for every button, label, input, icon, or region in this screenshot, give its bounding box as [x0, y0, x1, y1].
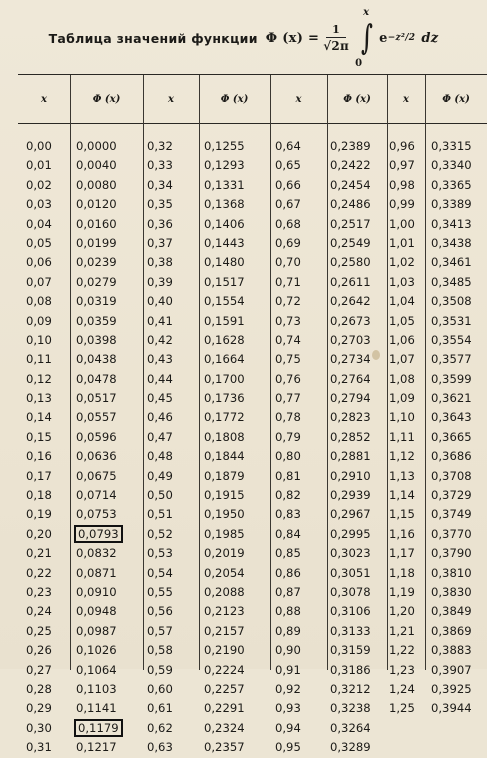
x-value-cell: 0,48 — [147, 449, 173, 464]
phi-value-cell: 0,0517 — [76, 391, 117, 406]
phi-value-cell: 0,3106 — [330, 604, 371, 619]
phi-value-cell: 0,0438 — [76, 352, 117, 367]
phi-value-cell: 0,2357 — [204, 740, 245, 755]
x-value-cell: 0,59 — [147, 662, 173, 677]
column-divider — [199, 75, 200, 670]
phi-value-cell: 0,1368 — [204, 197, 245, 212]
phi-value-cell: 0,0319 — [76, 294, 117, 309]
x-value-cell: 0,97 — [389, 158, 415, 173]
x-value-cell: 1,14 — [389, 488, 415, 503]
phi-value-cell: 0,3665 — [431, 429, 472, 444]
phi-value-cell: 0,3577 — [431, 352, 472, 367]
x-value-cell: 0,05 — [26, 235, 52, 250]
x-value-cell: 0,50 — [147, 488, 173, 503]
header-phi-4: Φ (x) — [442, 93, 470, 105]
x-value-cell: 0,63 — [147, 740, 173, 755]
phi-value-cell: 0,3708 — [431, 468, 472, 483]
x-value-cell: 0,61 — [147, 701, 173, 716]
phi-value-cell: 0,3289 — [330, 740, 371, 755]
x-value-cell: 0,47 — [147, 429, 173, 444]
phi-value-cell: 0,2157 — [204, 623, 245, 638]
phi-value-cell: 0,3770 — [431, 526, 472, 541]
x-value-cell: 0,89 — [275, 623, 301, 638]
paper-stain — [372, 350, 380, 360]
x-value-cell: 0,85 — [275, 546, 301, 561]
x-value-cell: 0,22 — [26, 565, 52, 580]
x-value-cell: 0,60 — [147, 681, 173, 696]
x-value-cell: 0,71 — [275, 274, 301, 289]
x-value-cell: 0,77 — [275, 391, 301, 406]
header-x-2: x — [168, 93, 174, 105]
phi-value-cell: 0,0040 — [76, 158, 117, 173]
phi-value-cell: 0,3531 — [431, 313, 472, 328]
phi-value-cell: 0,3621 — [431, 391, 472, 406]
x-value-cell: 1,09 — [389, 391, 415, 406]
phi-value-cell: 0,0239 — [76, 255, 117, 270]
phi-value-cell: 0,1700 — [204, 371, 245, 386]
phi-value-cell: 0,0832 — [76, 546, 117, 561]
phi-column-3 — [330, 137, 371, 758]
x-value-cell: 0,25 — [26, 623, 52, 638]
x-value-cell: 0,18 — [26, 488, 52, 503]
x-value-cell: 0,27 — [26, 662, 52, 677]
x-value-cell: 0,88 — [275, 604, 301, 619]
x-value-cell: 0,99 — [389, 197, 415, 212]
x-value-cell: 0,52 — [147, 526, 173, 541]
x-value-cell: 0,20 — [26, 526, 52, 541]
phi-value-cell: 0,3365 — [431, 177, 472, 192]
phi-value-cell: 0,2734 — [330, 352, 371, 367]
phi-value-cell: 0,0120 — [76, 197, 117, 212]
x-column-4 — [389, 137, 415, 719]
integral-lower-limit: 0 — [355, 58, 363, 69]
phi-value-cell: 0,2580 — [330, 255, 371, 270]
x-value-cell: 0,38 — [147, 255, 173, 270]
x-value-cell: 0,67 — [275, 197, 301, 212]
phi-value-cell: 0,0753 — [76, 507, 117, 522]
phi-value-cell: 0,0636 — [76, 449, 117, 464]
x-value-cell: 1,05 — [389, 313, 415, 328]
x-value-cell: 1,10 — [389, 410, 415, 425]
phi-value-cell: 0,0398 — [76, 332, 117, 347]
x-value-cell: 0,62 — [147, 720, 173, 735]
phi-value-cell: 0,2324 — [204, 720, 245, 735]
x-value-cell: 0,96 — [389, 139, 415, 153]
phi-value-cell: 0,3599 — [431, 371, 472, 386]
phi-value-cell: 0,3186 — [330, 662, 371, 677]
phi-value-cell: 0,1103 — [76, 681, 117, 696]
phi-value-cell: 0,3315 — [431, 139, 472, 153]
integral-sign-icon: ∫ — [361, 18, 374, 58]
phi-value-cell: 0,0714 — [76, 488, 117, 503]
phi-value-cell: 0,1064 — [76, 662, 117, 677]
phi-value-cell: 0,1480 — [204, 255, 245, 270]
phi-value-cell: 0,3438 — [431, 235, 472, 250]
phi-value-cell: 0,0557 — [76, 410, 117, 425]
phi-value-cell: 0,1255 — [204, 139, 245, 153]
x-value-cell: 1,19 — [389, 584, 415, 599]
x-value-cell: 0,49 — [147, 468, 173, 483]
integrand-differential: dz — [421, 30, 439, 46]
x-value-cell: 1,04 — [389, 294, 415, 309]
phi-value-cell: 0,0987 — [76, 623, 117, 638]
header-phi-1: Φ (x) — [92, 93, 121, 105]
x-value-cell: 0,44 — [147, 371, 173, 386]
phi-value-cell: 0,2995 — [330, 526, 371, 541]
phi-value-cell: 0,1808 — [204, 429, 245, 444]
phi-value-cell: 0,3264 — [330, 720, 371, 735]
header-x-1: x — [41, 93, 47, 105]
phi-value-cell: 0,2967 — [330, 507, 371, 522]
x-value-cell: 0,19 — [26, 507, 52, 522]
phi-value-cell: 0,2852 — [330, 429, 371, 444]
x-value-cell: 0,23 — [26, 584, 52, 599]
phi-value-cell: 0,3051 — [330, 565, 371, 580]
phi-value-cell: 0,3023 — [330, 546, 371, 561]
phi-column-4 — [431, 137, 472, 719]
phi-value-cell: 0,1293 — [204, 158, 245, 173]
phi-value-cell: 0,0596 — [76, 429, 117, 444]
phi-value-cell: 0,3485 — [431, 274, 472, 289]
x-value-cell: 0,02 — [26, 177, 52, 192]
phi-value-cell: 0,3508 — [431, 294, 472, 309]
phi-value-cell: 0,2881 — [330, 449, 371, 464]
x-value-cell: 1,23 — [389, 662, 415, 677]
phi-value-cell: 0,3907 — [431, 662, 472, 677]
phi-value-cell: 0,3340 — [431, 158, 472, 173]
x-value-cell: 0,21 — [26, 546, 52, 561]
phi-value-cell: 0,3461 — [431, 255, 472, 270]
x-value-cell: 1,07 — [389, 352, 415, 367]
phi-value-cell: 0,2291 — [204, 701, 245, 716]
x-value-cell: 0,16 — [26, 449, 52, 464]
x-value-cell: 0,14 — [26, 410, 52, 425]
phi-value-cell: 0,0279 — [76, 274, 117, 289]
phi-value-cell: 0,2910 — [330, 468, 371, 483]
phi-value-cell: 0,3413 — [431, 216, 472, 231]
phi-value-cell: 0,1026 — [76, 643, 117, 658]
phi-value-cell: 0,3238 — [330, 701, 371, 716]
integral-upper-limit: x — [363, 7, 370, 18]
fraction-numerator: 1 — [326, 23, 346, 38]
phi-value-cell: 0,2123 — [204, 604, 245, 619]
x-column-1 — [26, 137, 52, 758]
x-value-cell: 0,98 — [389, 177, 415, 192]
phi-value-cell: 0,2054 — [204, 565, 245, 580]
phi-value-cell: 0,0000 — [76, 139, 117, 153]
phi-value-cell: 0,2794 — [330, 391, 371, 406]
phi-value-cell: 0,0199 — [76, 235, 117, 250]
x-value-cell: 1,00 — [389, 216, 415, 231]
phi-value-cell: 0,1591 — [204, 313, 245, 328]
x-value-cell: 0,42 — [147, 332, 173, 347]
x-value-cell: 0,93 — [275, 701, 301, 716]
phi-value-cell: 0,1772 — [204, 410, 245, 425]
x-value-cell: 0,12 — [26, 371, 52, 386]
phi-value-cell: 0,3830 — [431, 584, 472, 599]
x-value-cell: 0,45 — [147, 391, 173, 406]
x-value-cell: 1,18 — [389, 565, 415, 580]
phi-value-cell: 0,3925 — [431, 681, 472, 696]
phi-value-cell: 0,0478 — [76, 371, 117, 386]
x-value-cell: 0,43 — [147, 352, 173, 367]
x-value-cell: 0,91 — [275, 662, 301, 677]
x-value-cell: 0,08 — [26, 294, 52, 309]
column-divider — [270, 75, 271, 670]
phi-value-cell: 0,3849 — [431, 604, 472, 619]
phi-value-cell: 0,1406 — [204, 216, 245, 231]
phi-value-cell: 0,2190 — [204, 643, 245, 658]
x-value-cell: 0,95 — [275, 740, 301, 755]
phi-value-cell: 0,1664 — [204, 352, 245, 367]
integrand-exponent: −z²/2 — [387, 33, 416, 43]
phi-value-cell: 0,3883 — [431, 643, 472, 658]
x-value-cell: 1,20 — [389, 604, 415, 619]
x-value-cell: 0,09 — [26, 313, 52, 328]
phi-value-cell: 0,1443 — [204, 235, 245, 250]
x-value-cell: 0,36 — [147, 216, 173, 231]
phi-value-cell: 0,2939 — [330, 488, 371, 503]
highlighted-phi-cell: 0,1179 — [78, 720, 119, 735]
x-value-cell: 0,35 — [147, 197, 173, 212]
x-value-cell: 0,41 — [147, 313, 173, 328]
x-column-2 — [147, 137, 173, 758]
phi-value-cell: 0,1554 — [204, 294, 245, 309]
phi-value-cell: 0,1331 — [204, 177, 245, 192]
x-value-cell: 0,11 — [26, 352, 52, 367]
x-value-cell: 0,40 — [147, 294, 173, 309]
x-value-cell: 0,13 — [26, 391, 52, 406]
phi-value-cell: 0,1985 — [204, 526, 245, 541]
x-value-cell: 0,90 — [275, 643, 301, 658]
phi-value-cell: 0,3133 — [330, 623, 371, 638]
x-value-cell: 0,39 — [147, 274, 173, 289]
phi-value-cell: 0,3869 — [431, 623, 472, 638]
highlighted-phi-cell: 0,0793 — [78, 526, 119, 541]
phi-value-cell: 0,0910 — [76, 584, 117, 599]
x-value-cell: 1,16 — [389, 526, 415, 541]
phi-value-cell: 0,3790 — [431, 546, 472, 561]
integral — [353, 7, 379, 69]
phi-value-cell: 0,3643 — [431, 410, 472, 425]
x-value-cell: 0,00 — [26, 139, 52, 153]
phi-formula — [265, 7, 439, 69]
x-value-cell: 0,94 — [275, 720, 301, 735]
phi-value-cell: 0,0359 — [76, 313, 117, 328]
x-value-cell: 0,15 — [26, 429, 52, 444]
x-value-cell: 0,55 — [147, 584, 173, 599]
x-column-3 — [275, 137, 301, 758]
x-value-cell: 1,25 — [389, 701, 415, 716]
phi-value-cell: 0,3810 — [431, 565, 472, 580]
phi-value-cell: 0,0948 — [76, 604, 117, 619]
x-value-cell: 0,17 — [26, 468, 52, 483]
x-value-cell: 0,83 — [275, 507, 301, 522]
integrand-base: e — [379, 30, 388, 46]
x-value-cell: 1,22 — [389, 643, 415, 658]
x-value-cell: 0,32 — [147, 139, 173, 153]
x-value-cell: 1,24 — [389, 681, 415, 696]
x-value-cell: 1,03 — [389, 274, 415, 289]
phi-value-cell: 0,1217 — [76, 740, 117, 755]
x-value-cell: 0,07 — [26, 274, 52, 289]
x-value-cell: 1,02 — [389, 255, 415, 270]
phi-value-cell: 0,3729 — [431, 488, 472, 503]
x-value-cell: 0,78 — [275, 410, 301, 425]
x-value-cell: 0,33 — [147, 158, 173, 173]
column-divider — [425, 75, 426, 670]
phi-value-cell: 0,3389 — [431, 197, 472, 212]
phi-value-cell: 0,1950 — [204, 507, 245, 522]
x-value-cell: 0,80 — [275, 449, 301, 464]
phi-value-cell: 0,1915 — [204, 488, 245, 503]
phi-value-cell: 0,2549 — [330, 235, 371, 250]
phi-value-cell: 0,3944 — [431, 701, 472, 716]
x-value-cell: 0,56 — [147, 604, 173, 619]
x-value-cell: 1,21 — [389, 623, 415, 638]
x-value-cell: 0,70 — [275, 255, 301, 270]
x-value-cell: 0,75 — [275, 352, 301, 367]
x-value-cell: 0,10 — [26, 332, 52, 347]
x-value-cell: 0,57 — [147, 623, 173, 638]
x-value-cell: 1,11 — [389, 429, 415, 444]
x-value-cell: 0,86 — [275, 565, 301, 580]
phi-value-cell: 0,1517 — [204, 274, 245, 289]
phi-value-cell: 0,1141 — [76, 701, 117, 716]
table-header — [18, 75, 487, 124]
x-value-cell: 0,01 — [26, 158, 52, 173]
x-value-cell: 0,72 — [275, 294, 301, 309]
phi-value-cell: 0,1628 — [204, 332, 245, 347]
x-value-cell: 0,73 — [275, 313, 301, 328]
header-phi-2: Φ (x) — [220, 93, 249, 105]
x-value-cell: 1,13 — [389, 468, 415, 483]
phi-value-cell: 0,2224 — [204, 662, 245, 677]
x-value-cell: 0,29 — [26, 701, 52, 716]
x-value-cell: 0,46 — [147, 410, 173, 425]
x-value-cell: 0,74 — [275, 332, 301, 347]
x-value-cell: 1,15 — [389, 507, 415, 522]
x-value-cell: 0,54 — [147, 565, 173, 580]
formula-fraction — [323, 23, 349, 54]
x-value-cell: 0,34 — [147, 177, 173, 192]
x-value-cell: 1,06 — [389, 332, 415, 347]
x-value-cell: 0,58 — [147, 643, 173, 658]
phi-value-cell: 0,0871 — [76, 565, 117, 580]
x-value-cell: 0,79 — [275, 429, 301, 444]
title-text: Таблица значений функции — [48, 30, 258, 46]
phi-value-cell: 0,2673 — [330, 313, 371, 328]
x-value-cell: 1,17 — [389, 546, 415, 561]
header-phi-3: Φ (x) — [343, 93, 371, 105]
phi-value-cell: 0,2517 — [330, 216, 371, 231]
phi-value-cell: 0,0675 — [76, 468, 117, 483]
x-value-cell: 1,08 — [389, 371, 415, 386]
phi-value-cell: 0,3749 — [431, 507, 472, 522]
phi-value-cell: 0,2088 — [204, 584, 245, 599]
x-value-cell: 0,65 — [275, 158, 301, 173]
phi-value-cell: 0,2019 — [204, 546, 245, 561]
phi-values-table — [18, 74, 487, 755]
x-value-cell: 0,92 — [275, 681, 301, 696]
x-value-cell: 0,28 — [26, 681, 52, 696]
header-x-3: x — [295, 93, 302, 105]
phi-value-cell: 0,3554 — [431, 332, 472, 347]
x-value-cell: 0,04 — [26, 216, 52, 231]
header-x-4: x — [403, 93, 409, 105]
phi-value-cell: 0,0160 — [76, 216, 117, 231]
x-value-cell: 0,64 — [275, 139, 301, 153]
x-value-cell: 0,76 — [275, 371, 301, 386]
phi-value-cell: 0,2764 — [330, 371, 371, 386]
phi-value-cell: 0,1844 — [204, 449, 245, 464]
phi-value-cell: 0,2642 — [330, 294, 371, 309]
phi-column-1 — [76, 137, 121, 758]
x-value-cell: 0,69 — [275, 235, 301, 250]
x-value-cell: 0,30 — [26, 720, 52, 735]
x-value-cell: 1,12 — [389, 449, 415, 464]
phi-value-cell: 0,2611 — [330, 274, 371, 289]
fraction-denominator: √2π — [323, 38, 350, 53]
phi-value-cell: 0,1879 — [204, 468, 245, 483]
x-value-cell: 0,82 — [275, 488, 301, 503]
x-value-cell: 0,06 — [26, 255, 52, 270]
x-value-cell: 0,03 — [26, 197, 52, 212]
column-divider — [327, 75, 328, 670]
x-value-cell: 0,81 — [275, 468, 301, 483]
x-value-cell: 0,84 — [275, 526, 301, 541]
phi-value-cell: 0,3159 — [330, 643, 371, 658]
phi-value-cell: 0,2454 — [330, 177, 371, 192]
column-divider — [143, 75, 144, 670]
formula-lhs: Φ (x) = — [265, 30, 320, 46]
phi-value-cell: 0,0080 — [76, 177, 117, 192]
column-divider — [387, 75, 388, 670]
x-value-cell: 0,31 — [26, 740, 52, 755]
x-value-cell: 0,68 — [275, 216, 301, 231]
table-title — [0, 6, 487, 70]
phi-value-cell: 0,2703 — [330, 332, 371, 347]
phi-value-cell: 0,3078 — [330, 584, 371, 599]
x-value-cell: 1,01 — [389, 235, 415, 250]
x-value-cell: 0,66 — [275, 177, 301, 192]
phi-value-cell: 0,3212 — [330, 681, 371, 696]
phi-value-cell: 0,3686 — [431, 449, 472, 464]
x-value-cell: 0,51 — [147, 507, 173, 522]
phi-column-2 — [204, 137, 245, 758]
phi-value-cell: 0,2486 — [330, 197, 371, 212]
x-value-cell: 0,37 — [147, 235, 173, 250]
x-value-cell: 0,26 — [26, 643, 52, 658]
phi-value-cell: 0,1736 — [204, 391, 245, 406]
phi-value-cell: 0,2389 — [330, 139, 371, 153]
x-value-cell: 0,53 — [147, 546, 173, 561]
x-value-cell: 0,87 — [275, 584, 301, 599]
column-divider — [70, 75, 71, 670]
phi-value-cell: 0,2422 — [330, 158, 371, 173]
phi-value-cell: 0,2823 — [330, 410, 371, 425]
x-value-cell: 0,24 — [26, 604, 52, 619]
phi-value-cell: 0,2257 — [204, 681, 245, 696]
